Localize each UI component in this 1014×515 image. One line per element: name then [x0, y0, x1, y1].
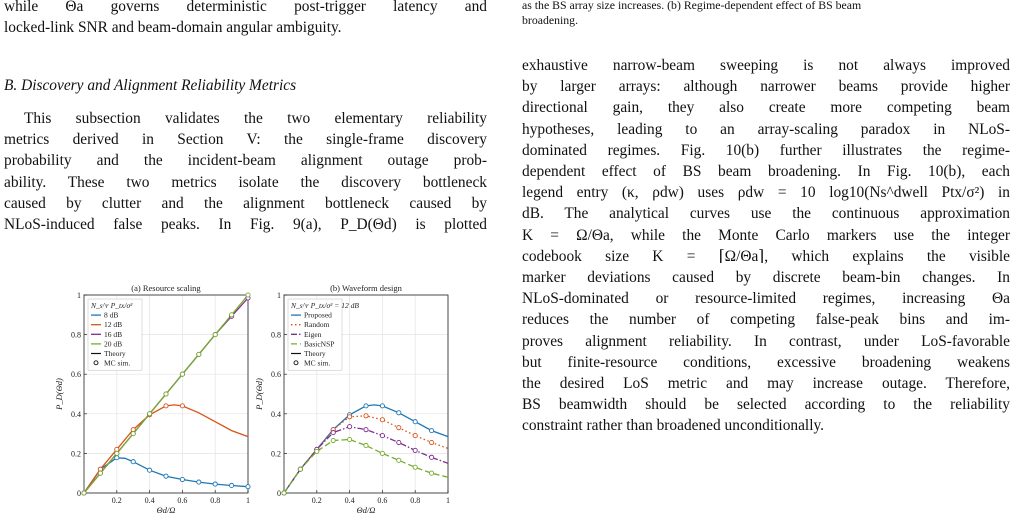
data-point: [213, 333, 217, 337]
text-line: codebook size K = ⌈Ω/Θa⌉, which explains the visible: [522, 247, 1010, 265]
data-point: [364, 404, 368, 408]
text-line: probability and the incident-beam alignment outage prob-: [4, 152, 487, 170]
legend-title: N_s^r P_tx/σ²: [91, 301, 133, 310]
data-point: [397, 458, 401, 462]
text-line: locked-link SNR and beam-domain angular ambiguity.: [4, 19, 342, 37]
data-point: [430, 471, 434, 475]
legend-label: Eigen: [304, 329, 322, 339]
section-heading: B. Discovery and Alignment Reliability Metrics: [4, 77, 297, 94]
y-axis-label: P_D(Θd): [254, 378, 264, 410]
data-point: [348, 425, 352, 429]
x-tick-label: 0.4: [144, 496, 155, 505]
data-point: [413, 420, 417, 424]
data-point: [430, 455, 434, 459]
y-tick-label: 0.2: [271, 449, 281, 459]
data-point: [380, 418, 384, 422]
data-point: [197, 352, 201, 356]
text-line: dominated regimes. Fig. 10(b) further illustrates the regime-: [522, 141, 1010, 159]
text-line: by larger arrays: although narrower beams provide higher: [522, 78, 1010, 96]
data-point: [180, 404, 184, 408]
chart-title: (a) Resource scaling: [131, 283, 201, 293]
series-line-12-db: [84, 405, 248, 493]
legend-label: 12 dB: [104, 320, 123, 330]
legend-label: BasicNSP: [304, 339, 335, 349]
data-point: [364, 443, 368, 447]
legend-label: Proposed: [304, 310, 332, 320]
data-point: [397, 426, 401, 430]
data-point: [364, 414, 368, 418]
x-tick-label: 0.6: [177, 496, 188, 505]
caption-line: as the BS array size increases. (b) Regime-dependent effect of BS beam: [522, 0, 862, 12]
data-point: [197, 480, 201, 484]
text-line: but finite-resource conditions, excessive broadening weakens: [522, 353, 1010, 371]
chart-panel-a: [54, 283, 250, 515]
data-point: [430, 429, 434, 433]
y-tick-label: 0.6: [271, 370, 281, 380]
right-paragraph: [522, 55, 1010, 437]
text-line: proves alignment reliability. In contrast, under LoS-favorable: [522, 332, 1010, 350]
data-point: [397, 440, 401, 444]
x-tick-label: 0.4: [344, 496, 355, 505]
y-tick-label: 0.8: [271, 330, 281, 340]
text-line: NLoS-induced false peaks. In Fig. 9(a), P_D(Θd) is plotted: [4, 216, 487, 234]
legend-label: 8 dB: [104, 310, 119, 320]
data-point: [380, 433, 384, 437]
text-line: hypotheses, leading to an array-scaling paradox in NLoS-: [522, 120, 1010, 138]
text-line: while Θa governs deterministic post-trigger latency and: [4, 0, 487, 15]
data-point: [430, 440, 434, 444]
data-point: [148, 468, 152, 472]
x-axis-label: Θd/Ω: [156, 505, 176, 515]
legend-label: MC sim.: [104, 358, 131, 368]
legend-label: Theory: [304, 349, 326, 358]
data-point: [413, 465, 417, 469]
data-point: [164, 392, 168, 396]
y-tick-label: 0: [277, 489, 281, 498]
x-tick-label: 0.8: [210, 496, 221, 505]
x-axis-label: Θd/Ω: [356, 505, 376, 515]
data-point: [413, 448, 417, 452]
text-line: K = Ω/Θa, while the Monte Carlo markers use the integer: [522, 226, 1010, 244]
data-point: [164, 474, 168, 478]
legend-title: N_s^r P_tx/σ² = 12 dB: [291, 301, 359, 310]
data-point: [413, 433, 417, 437]
data-point: [298, 467, 302, 471]
data-point: [180, 372, 184, 376]
left-top-text: [4, 0, 487, 38]
data-point: [364, 428, 368, 432]
text-line: dB. The analytical curves use the continuous approximation: [522, 205, 1010, 223]
figure: [4, 275, 487, 515]
x-tick-label: 1: [446, 496, 450, 505]
data-point: [331, 431, 335, 435]
data-point: [230, 313, 234, 317]
text-line: constraint rather than broadened unconditionally.: [522, 417, 825, 435]
y-tick-label: 0.4: [271, 409, 281, 419]
y-tick-label: 0: [77, 489, 81, 498]
text-line: directional gain, they also create more competing beam: [522, 99, 1010, 117]
text-line: metrics derived in Section V: the single-frame discovery: [4, 131, 487, 149]
text-line: exhaustive narrow-beam sweeping is not always improved: [522, 57, 1010, 74]
text-line: caused by clutter and the alignment bottleneck caused by: [4, 194, 487, 212]
x-tick-label: 0.2: [311, 496, 322, 505]
data-point: [246, 293, 250, 297]
text-line: dependent effect of BS beam broadening. In Fig. 10(b), each: [522, 163, 1010, 181]
caption-line: broadening.: [522, 13, 579, 27]
legend-label: 16 dB: [104, 329, 123, 339]
data-point: [131, 432, 135, 436]
data-point: [230, 483, 234, 487]
data-point: [348, 437, 352, 441]
x-tick-label: 1: [246, 496, 250, 505]
data-point: [98, 471, 102, 475]
data-point: [213, 482, 217, 486]
text-line: ability. These two metrics isolate the discovery bottleneck: [4, 173, 487, 191]
chart-panel-b: [254, 283, 450, 515]
legend-label: Random: [304, 320, 330, 330]
legend-swatch: [94, 361, 98, 365]
y-tick-label: 0.2: [71, 449, 81, 459]
data-point: [115, 456, 119, 460]
data-point: [397, 411, 401, 415]
legend-label: Theory: [104, 349, 126, 358]
data-point: [131, 460, 135, 464]
text-line: This subsection validates the two elementary reliability: [24, 110, 487, 127]
text-line: marker deviations caused by discrete beam-bin changes. In: [522, 269, 1010, 287]
text-line: reduces the number of competing false-peak bins and im-: [522, 311, 1010, 329]
data-point: [164, 404, 168, 408]
x-tick-label: 0.6: [377, 496, 388, 505]
text-line: the desired LoS metric and may increase outage. Therefore,: [522, 375, 1010, 393]
y-tick-label: 0.4: [71, 409, 81, 419]
y-axis-label: P_D(Θd): [54, 378, 64, 410]
data-point: [246, 485, 250, 489]
data-point: [282, 491, 286, 495]
data-point: [115, 451, 119, 455]
chart-title: (b) Waveform design: [330, 283, 402, 293]
data-point: [348, 415, 352, 419]
x-tick-label: 0.2: [111, 496, 122, 505]
legend-label: MC sim.: [304, 358, 331, 368]
y-tick-label: 1: [277, 291, 281, 300]
left-paragraph: [4, 108, 487, 235]
data-point: [380, 404, 384, 408]
y-tick-label: 1: [77, 291, 81, 300]
y-tick-label: 0.8: [71, 330, 81, 340]
data-point: [380, 451, 384, 455]
legend-swatch: [294, 361, 298, 365]
data-point: [331, 438, 335, 442]
text-line: NLoS-dominated or resource-limited regimes, increasing Θa: [522, 290, 1010, 308]
x-tick-label: 0.8: [410, 496, 421, 505]
data-point: [180, 477, 184, 481]
y-tick-label: 0.6: [71, 370, 81, 380]
text-line: legend entry (κ, ρdw) uses ρdw = 10 log10(Ns^dwell Ptx/σ²) in: [522, 184, 1010, 202]
data-point: [148, 412, 152, 416]
data-point: [315, 449, 319, 453]
text-line: BS beamwidth should be selected according to the reliability: [522, 396, 1010, 414]
legend-label: 20 dB: [104, 339, 123, 349]
data-point: [82, 491, 86, 495]
figure-caption: [522, 0, 1010, 28]
